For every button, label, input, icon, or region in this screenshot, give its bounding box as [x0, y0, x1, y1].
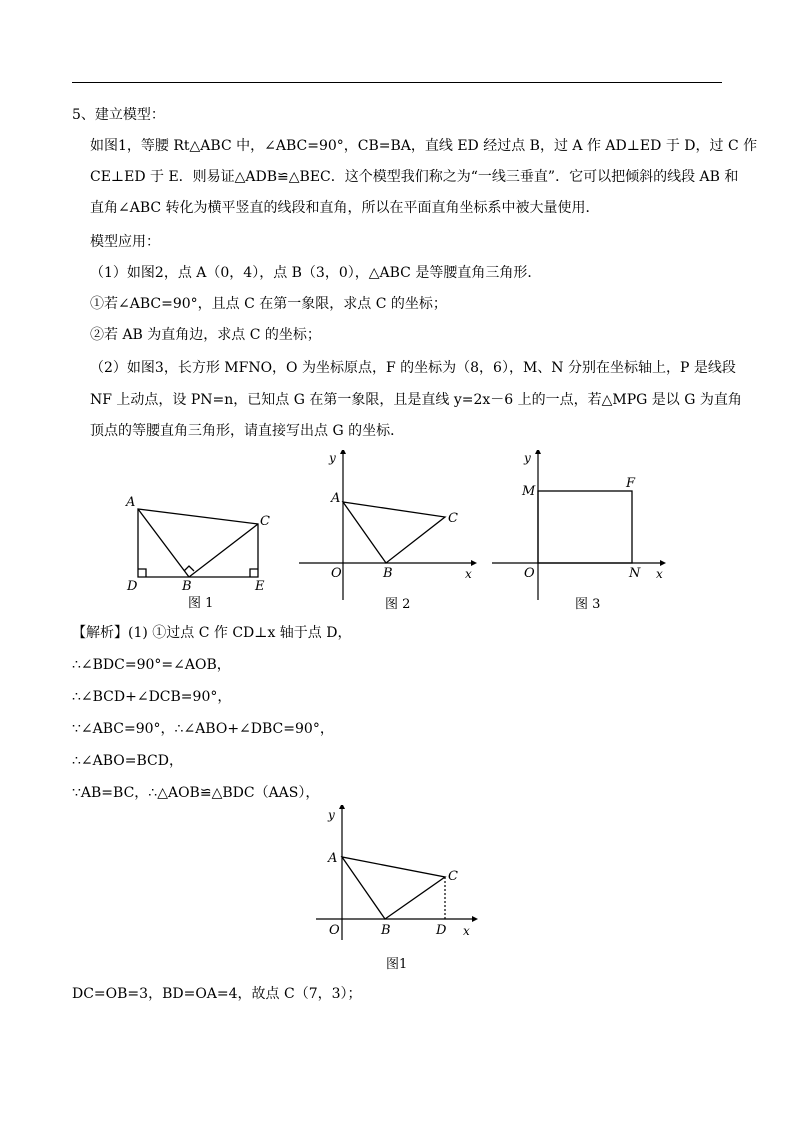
figure-2 — [295, 450, 480, 615]
fig1-label-a: A — [126, 495, 136, 510]
fig3-label-m: M — [522, 484, 536, 499]
question-1a: ①若∠ABC=90°，且点 C 在第一象限，求点 C 的坐标； — [90, 296, 447, 312]
fig4-caption: 图1 — [386, 957, 408, 972]
fig1-label-e: E — [255, 579, 265, 594]
figure-solution — [312, 805, 482, 975]
fig2-label-y: y — [329, 451, 336, 465]
fig3-label-f: F — [626, 476, 636, 491]
problem-para-line-3: 直角∠ABC 转化为横平竖直的线段和直角，所以在平面直角坐标系中被大量使用． — [90, 200, 600, 216]
fig3-label-x: x — [656, 567, 663, 581]
fig4-label-c: C — [448, 869, 458, 884]
fig1-label-b: B — [182, 579, 192, 594]
fig2-label-a: A — [331, 491, 341, 506]
fig1-right-angle-e — [250, 569, 258, 577]
fig4-label-o: O — [329, 923, 340, 938]
question-2-line-2: NF 上动点，设 PN=n，已知点 G 在第一象限，且是直线 y=2x－6 上的一点，若△MPG 是以 G 为直角 — [90, 392, 742, 408]
fig1-label-d: D — [127, 579, 138, 594]
fig3-label-o: O — [524, 566, 535, 581]
fig2-label-c: C — [448, 511, 458, 526]
fig3-caption: 图 3 — [575, 597, 601, 612]
fig1-label-c: C — [260, 514, 270, 529]
figure-1 — [110, 490, 280, 615]
solution-line-6: ∵AB=BC，∴△AOB≌△BDC（AAS）， — [72, 785, 320, 801]
fig3-y-arrow-icon — [535, 450, 541, 454]
question-2-line-1: （2）如图3，长方形 MFNO，O 为坐标原点，F 的坐标为（8，6），M、N 分别在坐标轴上，P 是线段 — [90, 360, 736, 376]
fig3-label-n: N — [629, 566, 641, 581]
header-rule — [72, 82, 722, 83]
solution-line-7: DC=OB=3，BD=OA=4，故点 C（7，3）； — [72, 986, 362, 1002]
fig1-quad — [138, 509, 258, 577]
problem-number-title: 5、建立模型： — [72, 107, 165, 123]
fig4-label-x: x — [463, 924, 470, 938]
fig4-label-a: A — [328, 851, 338, 866]
solution-line-5: ∴∠ABO=BCD， — [72, 753, 183, 769]
solution-line-4: ∵∠ABC=90°，∴∠ABO+∠DBC=90°， — [72, 721, 334, 737]
fig2-label-x: x — [465, 567, 472, 581]
fig2-x-arrow-icon — [471, 560, 477, 566]
fig1-caption: 图 1 — [188, 596, 214, 611]
problem-para-line-2: CE⊥ED 于 E．则易证△ADB≌△BEC．这个模型我们称之为“一线三垂直”．它可以把倾斜的线段 AB 和 — [90, 169, 739, 185]
fig1-right-angle-b — [184, 566, 194, 571]
fig1-right-angle-d — [138, 569, 146, 577]
model-title: 模型应用： — [90, 234, 160, 250]
fig3-x-arrow-icon — [660, 560, 666, 566]
fig2-triangle — [343, 502, 445, 563]
solution-line-2: ∴∠BDC=90°=∠AOB， — [72, 657, 231, 673]
solution-line-1: 【解析】(1) ①过点 C 作 CD⊥x 轴于点 D， — [72, 625, 352, 641]
fig4-triangle — [342, 857, 445, 919]
question-1: （1）如图2，点 A（0，4），点 B（3，0），△ABC 是等腰直角三角形． — [90, 265, 542, 281]
fig3-label-y: y — [524, 451, 531, 465]
fig4-label-b: B — [381, 923, 391, 938]
fig1-segment-ab — [138, 509, 189, 577]
question-2-line-3: 顶点的等腰直角三角形，请直接写出点 G 的坐标． — [90, 423, 405, 439]
fig4-label-y: y — [328, 808, 335, 822]
question-1b: ②若 AB 为直角边，求点 C 的坐标； — [90, 327, 321, 343]
fig2-caption: 图 2 — [385, 597, 411, 612]
solution-line-3: ∴∠BCD+∠DCB=90°， — [72, 689, 232, 705]
fig4-x-arrow-icon — [472, 916, 478, 922]
fig3-rectangle — [538, 491, 632, 563]
fig2-label-b: B — [383, 566, 393, 581]
fig1-segment-bc — [189, 524, 258, 577]
fig2-y-arrow-icon — [340, 450, 346, 454]
fig2-label-o: O — [331, 566, 342, 581]
figure-3 — [488, 450, 673, 615]
problem-para-line-1: 如图1，等腰 Rt△ABC 中，∠ABC=90°，CB=BA，直线 ED 经过点 B，过 A 作 AD⊥ED 于 D，过 C 作 — [90, 138, 758, 154]
fig4-label-d: D — [436, 923, 447, 938]
fig4-y-arrow-icon — [339, 805, 345, 809]
